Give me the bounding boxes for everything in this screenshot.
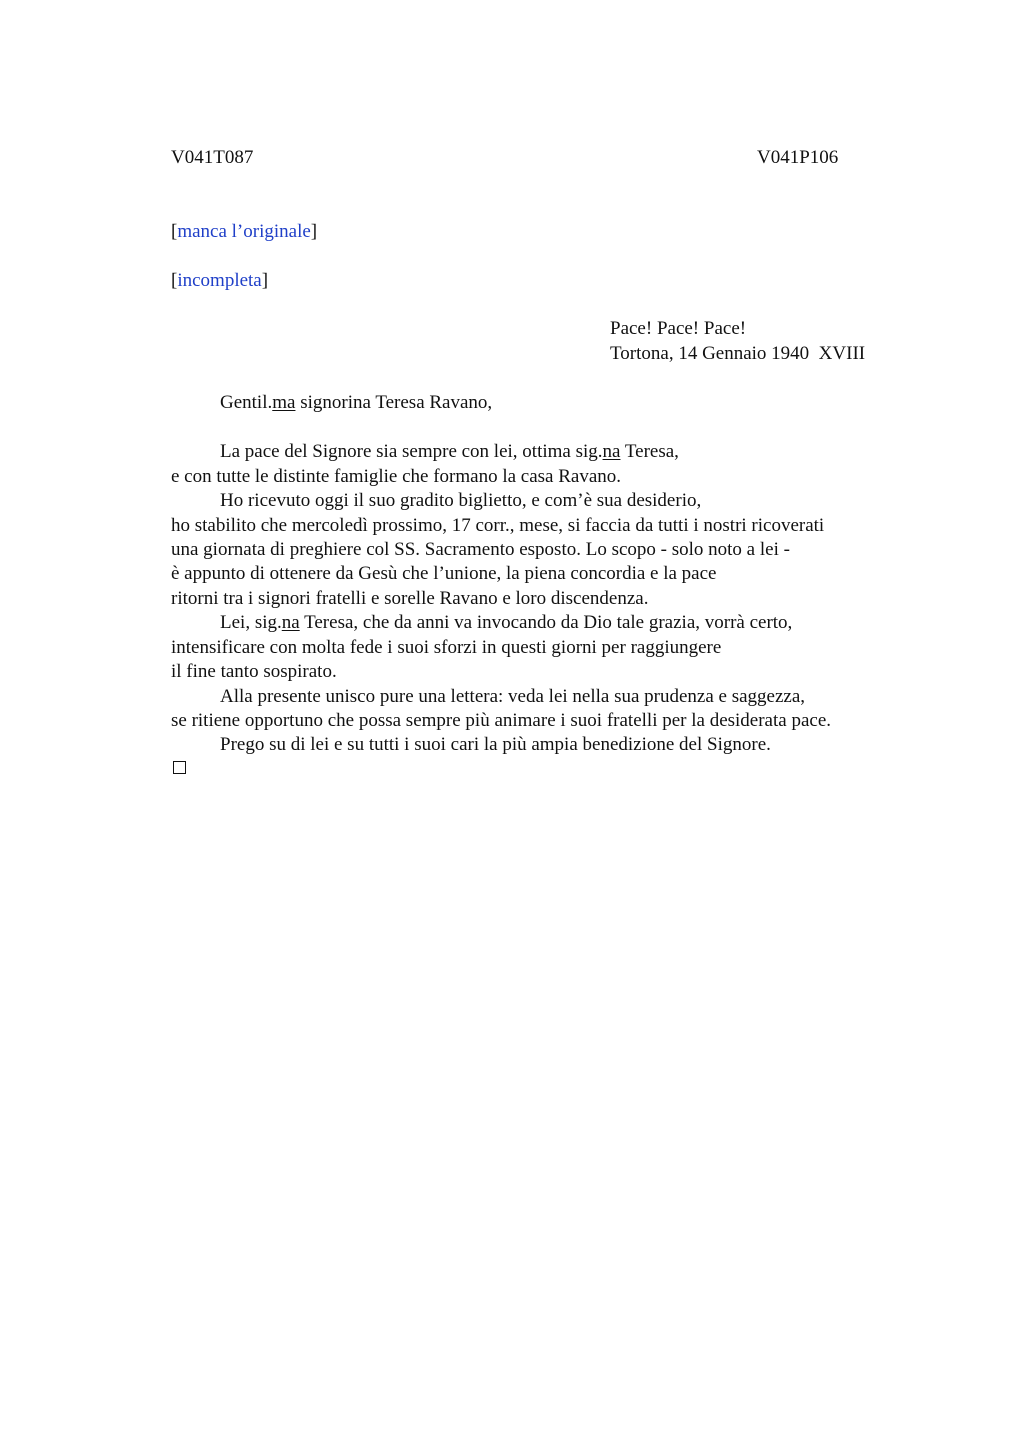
end-marker-square-icon: [173, 761, 186, 774]
body-line: e con tutte le distinte famiglie che formano la casa Ravano.: [171, 466, 622, 487]
dateline-motto: Pace! Pace! Pace!: [610, 318, 747, 339]
salutation-abbr: ma: [272, 392, 296, 413]
salutation-rest: signorina Teresa Ravano,: [295, 392, 493, 413]
document-code-left: V041T087: [171, 147, 254, 168]
body-text: Teresa,: [620, 441, 679, 462]
body-line: Ho ricevuto oggi il suo gradito biglietto, e com’è sua desiderio,: [220, 490, 702, 511]
body-line: il fine tanto sospirato.: [171, 661, 337, 682]
salutation: [220, 391, 492, 415]
document-code-right: V041P106: [757, 147, 839, 168]
body-line: ho stabilito che mercoledì prossimo, 17 corr., mese, si faccia da tutti i nostri ricoverati: [171, 515, 825, 536]
note-missing-original: [manca l’originale]: [171, 221, 318, 242]
note-missing-original-text: manca l’originale: [177, 221, 311, 242]
body-abbr: na: [281, 612, 300, 633]
salutation-prefix: Gentil.: [220, 392, 273, 413]
dateline-place-date: Tortona, 14 Gennaio 1940 XVIII: [610, 343, 866, 364]
note-incomplete: [incompleta]: [171, 270, 269, 291]
body-line: una giornata di preghiere col SS. Sacramento esposto. Lo scopo - solo noto a lei -: [171, 539, 790, 560]
body-text: Lei, sig.: [220, 612, 282, 633]
body-line: Prego su di lei e su tutti i suoi cari la più ampia benedizione del Signore.: [220, 734, 771, 755]
note-incomplete-text: incompleta: [177, 270, 262, 291]
body-line: [220, 440, 679, 464]
body-line: ritorni tra i signori fratelli e sorelle Ravano e loro discendenza.: [171, 588, 649, 609]
body-abbr: na: [602, 441, 621, 462]
body-text: Teresa, che da anni va invocando da Dio tale grazia, vorrà certo,: [299, 612, 793, 633]
body-line: è appunto di ottenere da Gesù che l’unione, la piena concordia e la pace: [171, 563, 717, 584]
body-line: [220, 611, 792, 635]
body-text: La pace del Signore sia sempre con lei, ottima sig.: [220, 441, 603, 462]
body-line: se ritiene opportuno che possa sempre più animare i suoi fratelli per la desiderata pace.: [171, 710, 831, 731]
body-line: Alla presente unisco pure una lettera: veda lei nella sua prudenza e saggezza,: [220, 686, 806, 707]
body-line: intensificare con molta fede i suoi sforzi in questi giorni per raggiungere: [171, 637, 722, 658]
